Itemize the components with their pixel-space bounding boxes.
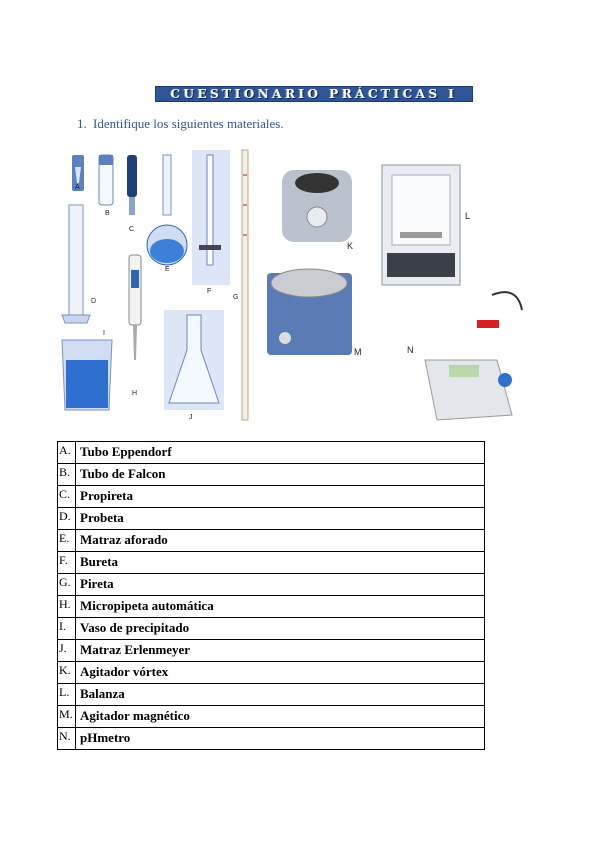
row-answer: Balanza [76, 684, 485, 706]
graduated-cylinder-image [62, 205, 96, 323]
table-row [58, 442, 485, 464]
micropipette-image [129, 255, 141, 397]
figure-label-d: D [91, 298, 97, 305]
row-letter: D. [58, 508, 76, 530]
magnetic-stirrer-image [267, 269, 362, 357]
figure-label-n: N [407, 345, 414, 355]
row-letter: L. [58, 684, 76, 706]
eppendorf-tube-image [72, 155, 84, 191]
lab-materials-figure [57, 145, 532, 425]
row-letter: G. [58, 574, 76, 596]
figure-label-c: C [129, 226, 135, 233]
row-letter: H. [58, 596, 76, 618]
table-row [58, 640, 485, 662]
table-row [58, 706, 485, 728]
row-letter: E. [58, 530, 76, 552]
figure-label-g: G [233, 294, 239, 301]
figure-label-f: F [207, 288, 212, 295]
question-1 [77, 116, 284, 132]
row-letter: A. [58, 442, 76, 464]
question-number: 1. [77, 116, 87, 131]
row-letter: K. [58, 662, 76, 684]
question-text: Identifique los siguientes materiales. [93, 116, 284, 131]
ph-meter-image [407, 292, 522, 420]
table-row [58, 618, 485, 640]
row-answer: Bureta [76, 552, 485, 574]
falcon-tube-image [99, 155, 113, 217]
volumetric-flask-image [147, 155, 187, 273]
row-answer: Tubo Eppendorf [76, 442, 485, 464]
figure-label-b: B [105, 210, 110, 217]
table-row [58, 464, 485, 486]
answers-table [57, 441, 485, 750]
burette-image [192, 150, 230, 295]
row-letter: M. [58, 706, 76, 728]
row-letter: I. [58, 618, 76, 640]
pipette-filler-image [127, 155, 137, 233]
table-row [58, 728, 485, 750]
row-answer: Matraz aforado [76, 530, 485, 552]
figure-label-i: I [103, 330, 105, 337]
row-answer: Tubo de Falcon [76, 464, 485, 486]
row-answer: Probeta [76, 508, 485, 530]
table-row [58, 684, 485, 706]
row-answer: Pireta [76, 574, 485, 596]
table-row [58, 596, 485, 618]
figure-label-k: K [347, 241, 354, 251]
row-answer: Agitador magnético [76, 706, 485, 728]
table-row [58, 574, 485, 596]
row-letter: J. [58, 640, 76, 662]
row-letter: C. [58, 486, 76, 508]
beaker-image [62, 330, 112, 410]
row-answer: pHmetro [76, 728, 485, 750]
table-row [58, 662, 485, 684]
figure-label-a: A [75, 184, 80, 191]
analytical-balance-image [382, 165, 470, 285]
row-answer: Matraz Erlenmeyer [76, 640, 485, 662]
row-answer: Agitador vórtex [76, 662, 485, 684]
pipette-image [233, 150, 248, 420]
row-answer: Vaso de precipitado [76, 618, 485, 640]
row-letter: B. [58, 464, 76, 486]
figure-label-m: M [354, 347, 362, 357]
figure-label-e: E [165, 266, 170, 273]
row-answer: Micropipeta automática [76, 596, 485, 618]
table-row [58, 530, 485, 552]
figure-label-j: J [189, 414, 193, 421]
title-banner [155, 86, 473, 102]
figure-label-h: H [132, 390, 138, 397]
row-letter: F. [58, 552, 76, 574]
row-answer: Propireta [76, 486, 485, 508]
vortex-mixer-image [282, 170, 353, 251]
page-title: CUESTIONARIO PRÁCTICAS I [170, 87, 458, 101]
figure-label-l: L [465, 211, 471, 221]
table-row [58, 552, 485, 574]
row-letter: N. [58, 728, 76, 750]
table-row [58, 508, 485, 530]
table-row [58, 486, 485, 508]
erlenmeyer-flask-image [164, 310, 224, 421]
